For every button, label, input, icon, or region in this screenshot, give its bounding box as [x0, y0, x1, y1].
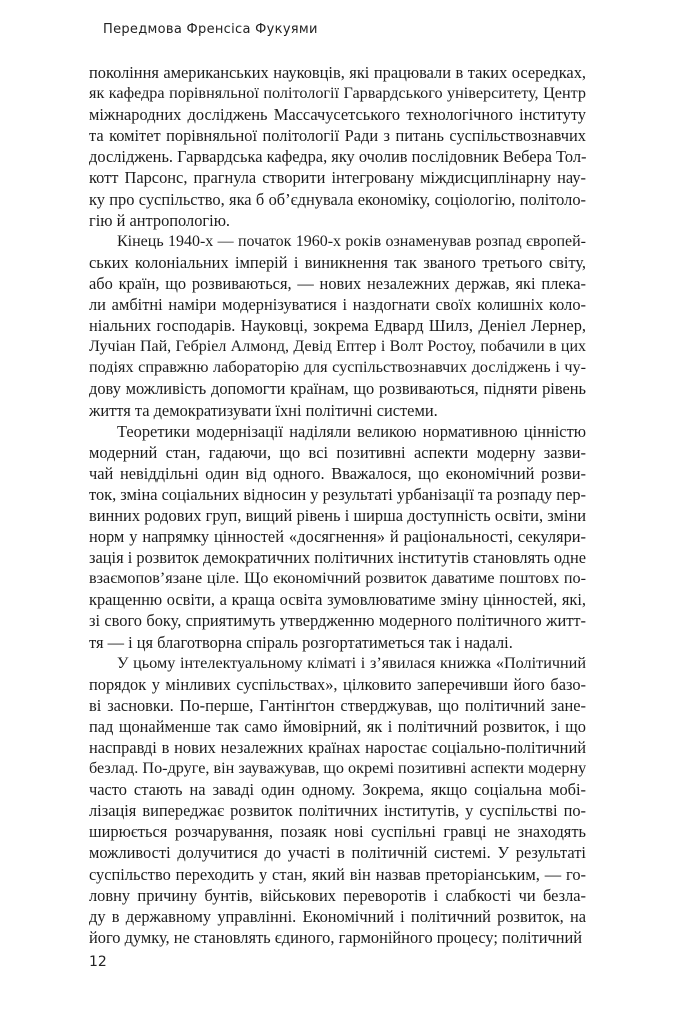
paragraph — [89, 653, 586, 948]
running-head-title: Передмова Френсіса Фукуями — [103, 22, 318, 37]
text-line: його думку, не становлять єдиного, гармонійного процесу; політичний — [89, 927, 583, 947]
text-line: подіях справжню лабораторію для суспільствознавчих досліджень і чу- — [89, 358, 586, 377]
text-line: Теоретики модернізації наділяли великою нормативною цінністю — [117, 421, 586, 441]
text-line: або країн, що розвиваються, — нових незалежних держав, які плека- — [89, 273, 586, 293]
text-line: лізація випереджає розвиток політичних інститутів, у суспільстві по- — [89, 801, 586, 821]
text-line: порядок у мінливих суспільствах», цілковито заперечивши його базо- — [89, 674, 586, 694]
text-line: як кафедра порівняльної політології Гарвардського університету, Центр — [89, 84, 586, 103]
text-line: Лучіан Пай, Гебріел Алмонд, Девід Ептер і Волт Ростоу, побачили в цих — [89, 338, 586, 356]
text-line: та комітет порівняльної політології Ради з питань суспільствознавчих — [89, 126, 586, 146]
text-line: ли амбітні наміри модернізуватися і наздогнати своїх колишніх коло- — [89, 295, 586, 315]
text-line: дову можливість допомогти країнам, що розвиваються, підняти рівень — [89, 379, 586, 399]
text-line: покоління американських науковців, які працювали в таких осередках, — [89, 63, 586, 82]
paragraph — [89, 62, 586, 231]
text-line: норм у напрямку цінностей «досягнення» й раціональності, секуляри- — [89, 527, 586, 547]
page-number: 12 — [89, 954, 107, 970]
text-line: міжнародних досліджень Массачусетського технологічного інституту — [89, 105, 586, 125]
paragraph — [89, 421, 586, 653]
text-line: ніальних господарів. Науковці, зокрема Едвард Шилз, Деніел Лернер, — [89, 316, 586, 336]
text-line: ду в державному управлінні. Економічний і політичний розвиток, на — [89, 906, 586, 926]
body-text — [89, 62, 586, 948]
text-line: взаємопов’язане ціле. Що економічний розвиток даватиме поштовх по- — [89, 569, 586, 588]
text-line: зація і розвиток демократичних політичних інститутів становлять одне — [89, 548, 586, 568]
paragraph — [89, 231, 586, 421]
text-line: Кінець 1940-х — початок 1960-х років ознаменував розпад європей- — [117, 232, 586, 250]
text-line: ловну причину бунтів, військових переворотів і слабкості чи безла- — [89, 885, 586, 905]
text-line: ток, зміна соціальних відносин у результаті урбанізації та розпаду пер- — [89, 484, 586, 504]
text-line: кращенню освіти, а краща освіта зумовлюватиме зміну цінностей, які, — [89, 590, 586, 610]
text-line: винних родових груп, вищий рівень і ширша доступність освіти, зміни — [89, 505, 586, 525]
text-line: пад щонайменше так само ймовірний, як і політичний розвиток, і що — [89, 716, 586, 736]
text-line: можливості долучитися до участі в політичній системі. У результаті — [89, 843, 586, 863]
text-line: гію й антропологію. — [89, 210, 231, 230]
text-line: ських колоніальних імперій і виникнення так званого третього світу, — [89, 252, 586, 272]
text-line: безлад. По-друге, він зауважував, що окремі позитивні аспекти модерну — [89, 759, 586, 778]
text-line: ві засновки. По-перше, Гантінґтон стверджував, що політичний зане- — [89, 695, 586, 715]
text-line: чай невіддільні один від одного. Вважалося, що економічний розви- — [89, 463, 586, 483]
text-line: тя — і ця благотворна спіраль розгортатиметься так і надалі. — [89, 632, 513, 652]
text-line: досліджень. Гарвардська кафедра, яку очолив послідовник Вебера Тол- — [89, 147, 586, 167]
text-line: зі свого боку, сприятимуть утвердженню модерного політичного житт- — [89, 611, 586, 631]
text-line: суспільство переходить у стан, який він назвав преторіанським, — го- — [89, 864, 586, 884]
text-line: життя та демократизувати їхні політичні системи. — [89, 400, 438, 420]
text-line: часто стають на заваді один одному. Зокрема, якщо соціальна мобі- — [89, 780, 586, 800]
text-line: котт Парсонс, прагнула створити інтегровану міждисциплінарну нау- — [89, 168, 586, 188]
text-line: ширюється розчарування, позаяк нові суспільні гравці не знаходять — [89, 822, 586, 842]
text-line: ку про суспільство, яка б об’єднувала економіку, соціологію, політоло- — [89, 189, 586, 209]
text-line: модерний стан, гадаючи, що всі позитивні аспекти модерну зазви- — [89, 442, 586, 462]
text-line: У цьому інтелектуальному кліматі і з’явилася книжка «Політичний — [117, 653, 586, 672]
text-line: насправді в нових незалежних країнах наростає соціально-політичний — [89, 738, 586, 757]
